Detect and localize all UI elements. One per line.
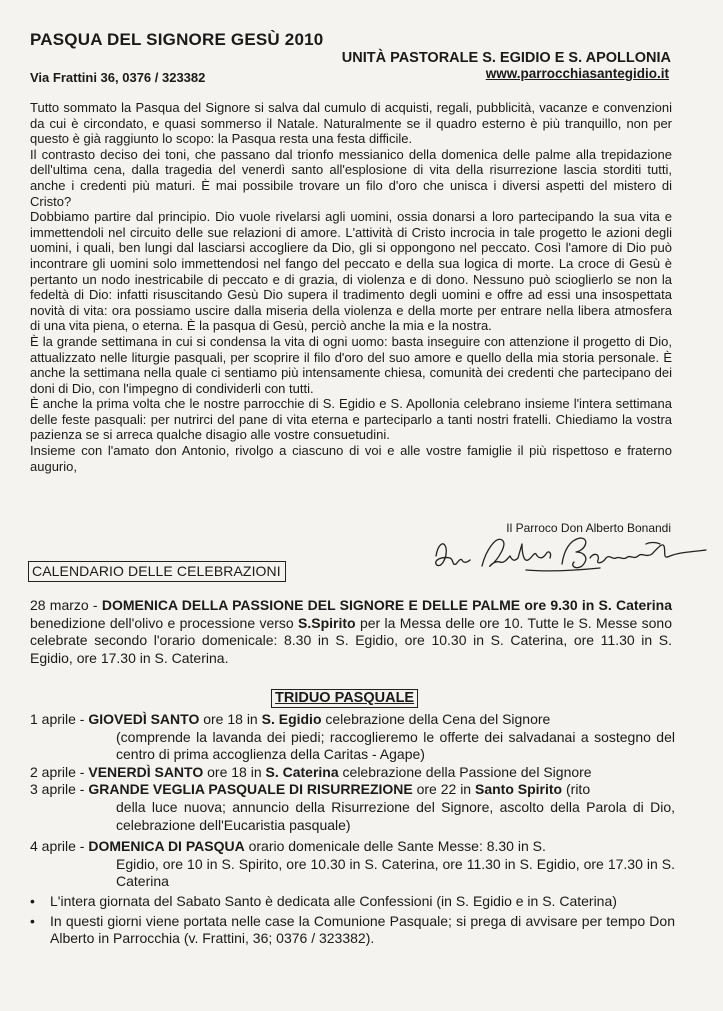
- pastoral-unit-name: UNITÀ PASTORALE S. EGIDIO E S. APOLLONIA: [341, 50, 671, 66]
- triduo-heading: TRIDUO PASQUALE: [271, 689, 418, 708]
- event-details: (comprende la lavanda dei piedi; raccoglieremo le offerte dei salvadanai a sostegno del centro di prima accoglienza della Caritas - Agape): [116, 728, 675, 763]
- letter-paragraph: È anche la prima volta che le nostre parrocchie di S. Egidio e S. Apollonia celebrano insieme l'intera settimana delle feste pasquali: per nutrirci del pane di vita eterna e parteciparlo a tanti nostri fratelli. Chiediamo la vostra pazienza se si arreca qualche disagio alle vostre consuetudini.: [30, 396, 672, 443]
- event-item: [30, 764, 675, 782]
- parish-address: Via Frattini 36, 0376 / 323382: [30, 70, 206, 85]
- event-item: [30, 711, 675, 764]
- letter-paragraph: Tutto sommato la Pasqua del Signore si salva dal cumulo di acquisti, regali, pubblicità, vacanze e convenzioni da cui è circondato, e quasi sommerso il Natale. Naturalmente se il quadro esterno è più tranquillo, non per questo è già raggiunto lo scopo: la Pasqua resta una festa difficile.: [30, 100, 672, 147]
- event-text: orario domenicale delle Sante Messe: 8.30 in S.: [244, 838, 546, 855]
- note-item: [30, 913, 675, 948]
- letter-paragraph: Il contrasto deciso dei toni, che passano dal trionfo messianico della domenica delle palme alla trepidazione dell'ultima cena, dalla tragedia del venerdì santo all'esplosione di vita della risurrezione lascia storditi tutti, anche i credenti più maturi. È mai possibile trovare un filo d'oro che unisca i diversi aspetti del mistero di Cristo?: [30, 146, 672, 209]
- palm-date: 28 marzo -: [30, 597, 102, 613]
- event-date: 4 aprile -: [30, 838, 89, 855]
- triduo-events: [30, 711, 675, 891]
- letter-paragraph: Insieme con l'amato don Antonio, rivolgo a ciascuno di voi e alle vostre famiglie il più rispettoso e fraterno augurio,: [30, 443, 672, 474]
- event-date: 2 aprile -: [30, 763, 89, 780]
- event-text: celebrazione della Passione del Signore: [338, 763, 592, 780]
- event-date: 3 aprile -: [30, 781, 89, 798]
- palm-text: per la Messa delle ore 10. Tutte le S. Messe sono celebrate secondo l'orario domenicale: 8.30 in S. Egidio, ore 10.30 in S. Caterina, ore 11.30 in S. Egidio, ore 17.30 in S. Caterina.: [30, 614, 672, 666]
- event-title: GRANDE VEGLIA PASQUALE DI RISURREZIONE: [88, 781, 413, 798]
- event-text: ore 18 in: [203, 763, 266, 780]
- event-details: della luce nuova; annuncio della Risurrezione del Signore, ascolto della Parola di Dio, celebrazione dell'Eucaristia pasquale): [116, 798, 675, 833]
- document-title: PASQUA DEL SIGNORE GESÙ 2010: [30, 30, 324, 49]
- signer-line: Il Parroco Don Alberto Bonandi: [506, 521, 671, 535]
- event-place: Santo Spirito: [474, 781, 563, 798]
- notes-list: [30, 893, 675, 950]
- bullet-icon: •: [30, 893, 35, 909]
- event-item: [30, 838, 675, 891]
- letter-paragraph: È la grande settimana in cui si condensa la vita di ogni uomo: basta inseguire con attenzione il progetto di Dio, attualizzato nelle liturgie pasquali, per scoprire il filo d'oro del suo amore e quello della mia storia personale. È anche la settimana nella quale ci sentiamo più intensamente chiesa, comunità dei credenti che partecipano dei doni di Dio, con l'impegno di condividerli con tutti.: [30, 333, 672, 396]
- note-text: L'intera giornata del Sabato Santo è dedicata alle Confessioni (in S. Egidio e in S. Caterina): [50, 893, 617, 909]
- event-details: Egidio, ore 10 in S. Spirito, ore 10.30 in S. Caterina, ore 11.30 in S. Egidio, ore 17.30 in S. Caterina: [116, 855, 675, 890]
- note-item: [30, 893, 675, 911]
- event-title: VENERDÌ SANTO: [88, 763, 204, 780]
- palm-text: benedizione dell'olivo e processione verso: [30, 614, 299, 631]
- note-text: In questi giorni viene portata nelle case la Comunione Pasquale; si prega di avvisare per tempo Don Alberto in Parrocchia (v. Frattini, 36; 0376 / 323382).: [50, 912, 675, 947]
- event-text: ore 22 in: [412, 781, 475, 798]
- event-text: (rito: [562, 781, 591, 798]
- letter-paragraph: Dobbiamo partire dal principio. Dio vuole rivelarsi agli uomini, ossia donarsi a loro partecipando la sua vita e immettendoli nel circuito delle sue relazioni di amore. L'attività di Cristo incrocia in tale progetto le azioni degli uomini, i quali, ben lungi dal lasciarsi accogliere da Dio, gli si oppongono nel peccato. Così l'amore di Dio può incontrare gli uomini solo immettendosi nel fango del peccato e della sua logica di morte. La croce di Gesù è pertanto un nodo inestricabile di peccato e di grazia, di violenza e di dono. Nessuno può scioglierlo se non la fedeltà di Dio: infatti risuscitando Gesù Dio supera il tradimento degli uomini e offre ad essi una insospettata novità di vita: ora possiamo uscire dalla miseria della violenza e della morte per entrare nella libera atmosfera di una vita piena, o eterna. È la pasqua di Gesù, perciò anche la mia e la nostra.: [30, 209, 672, 334]
- pastoral-letter: [30, 100, 672, 474]
- palm-sunday-entry: [30, 597, 672, 667]
- event-date: 1 aprile -: [30, 711, 89, 727]
- handwritten-signature: [430, 530, 710, 580]
- event-title: GIOVEDÌ SANTO: [88, 711, 200, 727]
- bullet-icon: •: [30, 912, 35, 929]
- event-text: celebrazione della Cena del Signore: [321, 711, 551, 727]
- palm-place: S.Spirito: [298, 614, 356, 631]
- event-place: S. Egidio: [261, 711, 322, 727]
- event-title: DOMENICA DI PASQUA: [88, 838, 245, 855]
- event-place: S. Caterina: [265, 763, 339, 780]
- calendar-heading: CALENDARIO DELLE CELEBRAZIONI: [28, 561, 286, 582]
- palm-title: DOMENICA DELLA PASSIONE DEL SIGNORE E DELLE PALME ore 9.30 in S. Caterina: [101, 597, 672, 613]
- event-text: ore 18 in: [199, 711, 262, 727]
- parish-website: www.parrocchiasantegidio.it: [485, 66, 669, 81]
- event-item: [30, 781, 675, 834]
